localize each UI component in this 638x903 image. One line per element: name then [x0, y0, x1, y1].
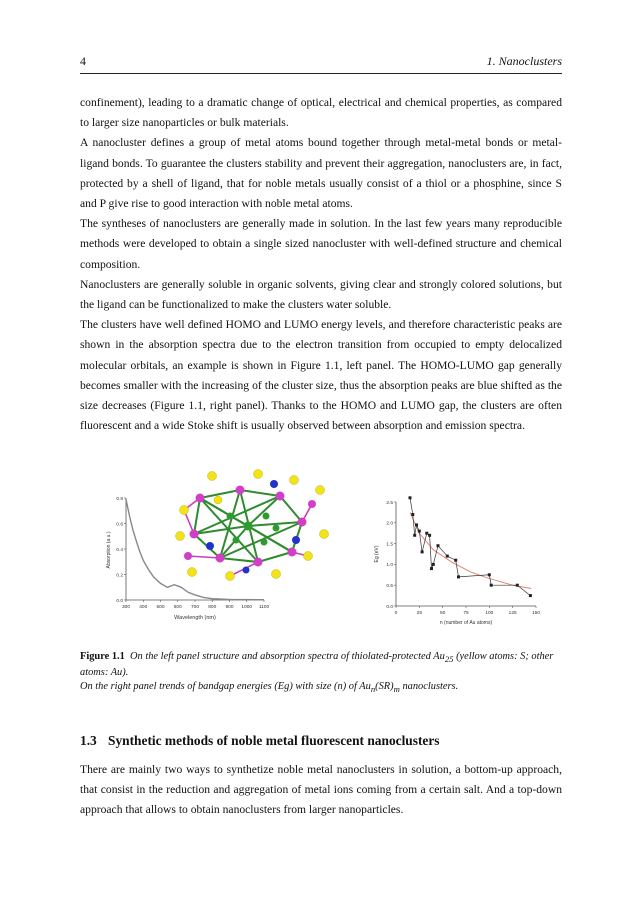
left-y-tick-label: 0.4 [116, 547, 123, 553]
right-y-tick-label: 2.5 [386, 500, 393, 506]
right-y-tick-label: 1.5 [386, 542, 393, 548]
au25-cluster-structure [176, 470, 329, 581]
bandgap-trend-curve [410, 512, 531, 588]
left-x-tick-label: 1000 [241, 605, 253, 610]
caption-text-2c: nanoclusters. [399, 680, 459, 692]
figure-caption [80, 650, 562, 696]
bandgap-data-point [454, 559, 457, 562]
caption-line-2 [80, 680, 562, 696]
bandgap-chart [374, 496, 540, 626]
bandgap-data-point [428, 534, 431, 537]
paragraph-2: A nanocluster defines a group of metal atoms bound together through metal-metal bonds or metal-ligand bonds. To guarantee the clusters stability and prevent their aggregation, nanoclusters are, in fact, protected by a shell of ligand, that for noble metals usually consist of a thiol or a phosphine, since S and P give rise to good interaction with noble metal atoms. [80, 136, 562, 211]
left-y-tick-label: 0.6 [116, 522, 123, 528]
section-paragraph-1: There are mainly two ways to synthetize noble metal nanoclusters in solution, a bottom-up approach, that consist in the reduction and aggregation of metal ions coming from a certain salt. And a top-down approach that allows to obtain nanoclusters from larger nanoparticles. [80, 763, 562, 817]
left-y-axis-label: Absorption (a.u.) [106, 531, 112, 569]
paragraph-5: The clusters have well defined HOMO and LUMO energy levels, and therefore characteristic peaks are shown in the absorption spectra due to the electron transition from occupied to empty delocalized molecular orbitals, an example is shown in Figure 1.1, left panel. The HOMO-LUMO gap generally becomes smaller with the increasing of the cluster size, thus the absorption peaks are blue shifted as the size decreases (Figure 1.1, right panel). Thanks to the HOMO and LUMO gap, the clusters are often fluorescent and a wide Stoke shift is usually observed between absorption and emission spectra. [80, 318, 562, 433]
page-number: 4 [80, 54, 86, 68]
right-y-tick-label: 0.0 [386, 604, 393, 610]
right-y-tick-label: 0.5 [386, 584, 393, 589]
section-title: Synthetic methods of noble metal fluorescent nanoclusters [108, 733, 440, 748]
bandgap-data-point [529, 594, 532, 597]
right-x-tick-label: 25 [416, 611, 423, 616]
left-x-tick-label: 300 [121, 605, 131, 610]
caption-line-1 [80, 650, 562, 680]
running-header [80, 54, 562, 70]
left-x-tick-label: 1100 [258, 605, 270, 610]
left-x-axis-label: Wavelength (nm) [174, 615, 216, 621]
paragraph-4: Nanoclusters are generally soluble in organic solvents, giving clear and strongly colored solutions, but the ligand can be functionalized to make the clusters water soluble. [80, 277, 562, 312]
caption-text-2a: On the right panel trends of bandgap energies (Eg) with size (n) of Au [80, 680, 371, 692]
right-x-axis-label: n (number of Au atoms) [439, 620, 493, 626]
figure-label: Figure 1.1 [80, 651, 125, 662]
left-x-tick-label: 700 [190, 605, 200, 610]
left-x-tick-label: 400 [139, 605, 148, 610]
left-x-tick-label: 900 [225, 605, 234, 610]
right-y-tick-label: 1.0 [386, 563, 393, 569]
section-number: 1.3 [80, 733, 97, 748]
figure-svg [80, 460, 562, 638]
paragraph-1: confinement), leading to a dramatic change of optical, electrical and chemical properties, as compared to larger size nanoparticles or bulk materials. [80, 96, 562, 130]
absorption-spectrum-line [126, 499, 264, 599]
right-y-axis-label: Eg (eV) [374, 545, 380, 563]
right-x-tick-label: 125 [508, 611, 517, 616]
left-x-tick-label: 800 [208, 605, 217, 610]
bandgap-data-point [413, 534, 416, 537]
right-x-tick-label: 75 [463, 611, 469, 616]
right-x-tick-label: 0 [394, 611, 398, 616]
bandgap-data-point [516, 584, 519, 587]
left-x-tick-label: 500 [156, 605, 165, 610]
bandgap-data-point [490, 584, 493, 587]
bandgap-data-point [425, 532, 428, 535]
bandgap-data-point [430, 567, 433, 570]
right-x-tick-label: 50 [439, 611, 446, 616]
header-rule [80, 73, 562, 74]
right-x-tick-label: 100 [485, 611, 494, 616]
bandgap-data-point [446, 555, 449, 558]
right-y-tick-label: 2.0 [386, 521, 393, 527]
left-y-tick-label: 0.0 [116, 598, 123, 604]
bandgap-data-point [457, 575, 460, 578]
bandgap-data-point [411, 513, 414, 516]
paragraph-3: The syntheses of nanoclusters are generally made in solution. In the last few years many reproducible methods were developed to obtain a single sized nanocluster with well-defined structure and chemical composition. [80, 217, 562, 271]
section-body [80, 760, 562, 821]
bandgap-data-point [488, 573, 491, 576]
caption-text-1a: On the left panel structure and absorption spectra of thiolated-protected Au [130, 651, 445, 662]
bandgap-data-point [437, 544, 440, 547]
caption-sub-2b: m [393, 683, 400, 694]
bandgap-data-point [421, 550, 424, 553]
figure-1-1 [80, 460, 562, 638]
right-x-tick-label: 150 [531, 611, 541, 616]
bandgap-data-point [418, 530, 421, 533]
left-y-tick-label: 0.8 [116, 496, 123, 502]
section-heading [80, 733, 562, 749]
chapter-title: 1. Nanoclusters [486, 54, 562, 68]
caption-text-1b: (yellow atoms: S; other atoms: Au). [80, 651, 554, 679]
bandgap-data-point [415, 523, 418, 526]
left-x-tick-label: 600 [173, 605, 182, 610]
caption-sub-1: 25 [444, 654, 454, 665]
body-text [80, 93, 562, 436]
caption-text-2b: (SR) [375, 680, 394, 692]
left-y-tick-label: 0.2 [116, 573, 123, 579]
caption-sub-2a: n [370, 683, 376, 694]
bandgap-data-line [410, 498, 530, 596]
bandgap-data-point [409, 496, 412, 499]
bandgap-data-point [432, 563, 435, 566]
